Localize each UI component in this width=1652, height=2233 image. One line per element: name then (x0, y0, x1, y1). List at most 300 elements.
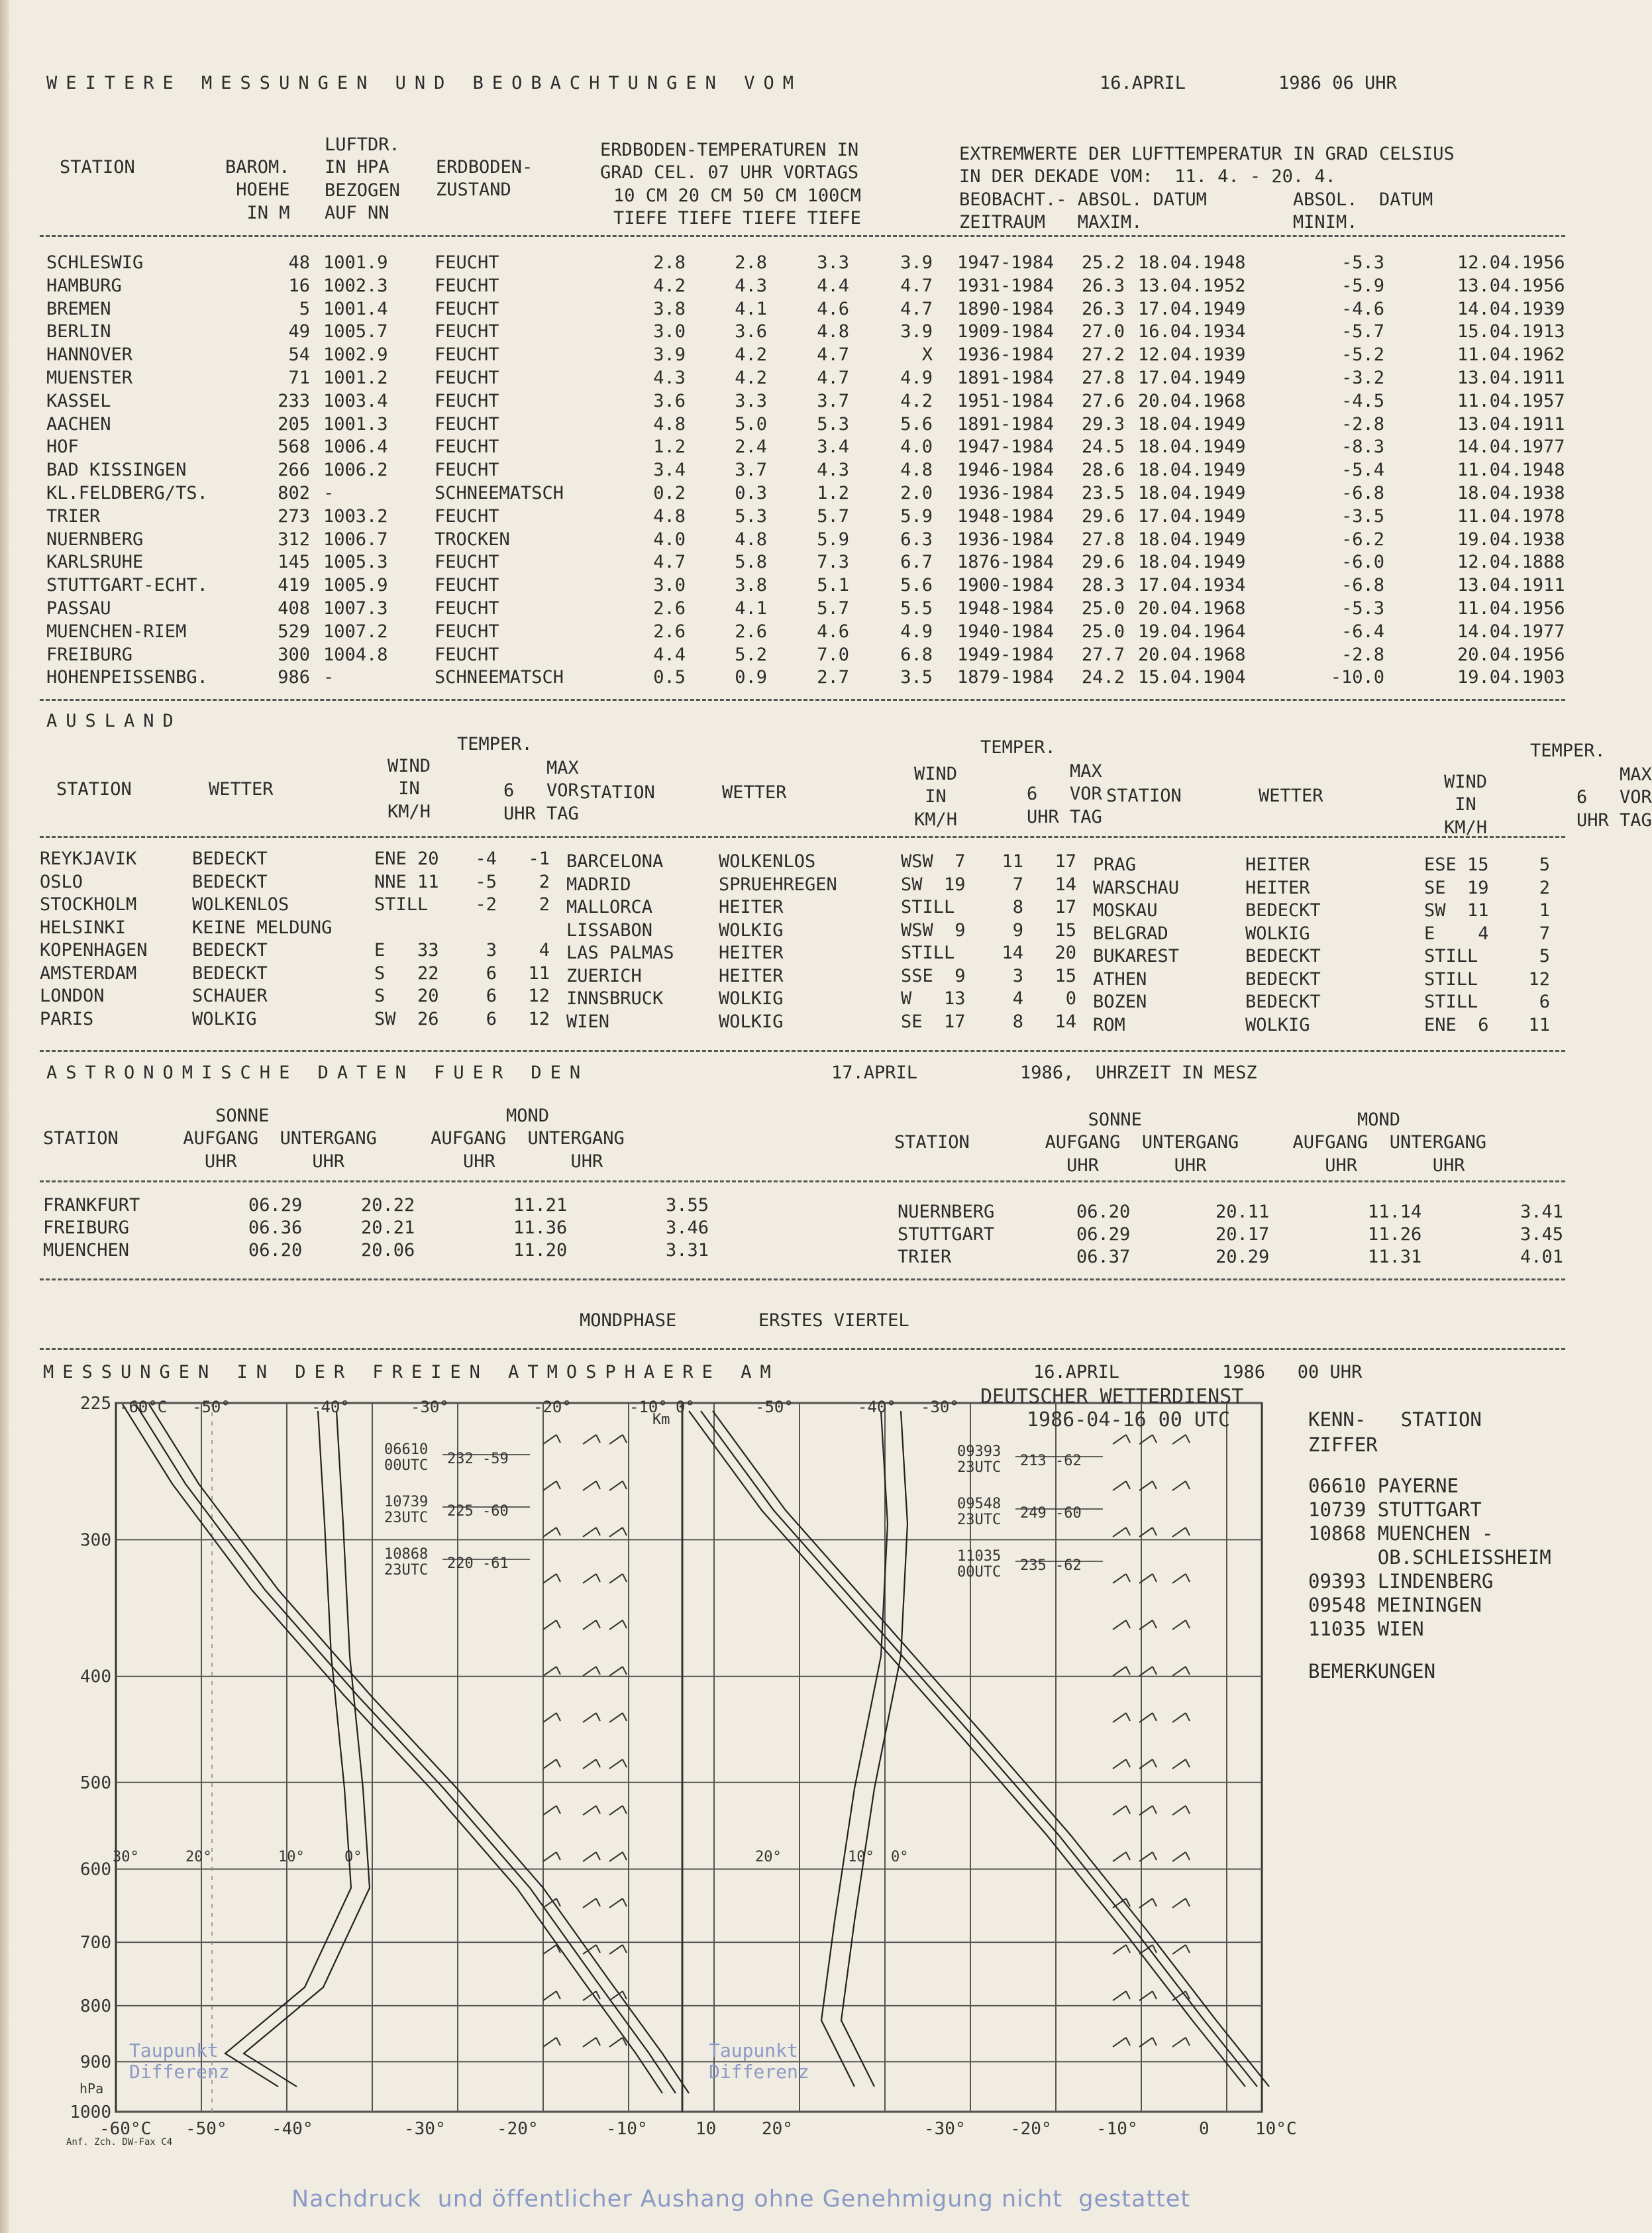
wind-barb (596, 1713, 600, 1721)
ausland-cell: LAS PALMAS (566, 943, 674, 963)
temp-axis-top-label: -60°C (119, 1398, 168, 1416)
astro-right-cell: STUTTGART (898, 1224, 995, 1245)
germany-station: AACHEN (46, 413, 111, 435)
germany-max-date: 20.04.1968 (1138, 644, 1246, 665)
germany-barom-height: 233 (278, 390, 310, 411)
ausland-cell: 6 (1539, 992, 1550, 1012)
ausland-cell: SPRUEHREGEN (719, 874, 837, 895)
wind-barb (1153, 1898, 1157, 1906)
germany-abs-min: -6.8 (1341, 575, 1384, 596)
wind-barb (1126, 1528, 1130, 1535)
ausland-cell: 3 (486, 940, 497, 961)
germany-soil-50cm: 4.7 (817, 368, 849, 388)
germany-soil-state: FEUCHT (435, 275, 499, 296)
germany-abs-max: 27.8 (1081, 529, 1125, 550)
ausland-wetter-header: WETTER (209, 779, 274, 800)
germany-abs-min: -5.2 (1341, 344, 1384, 366)
wind-barb (1172, 1620, 1186, 1630)
astro-left-cell: 3.31 (666, 1240, 709, 1261)
ausland-cell: 8 (1012, 1011, 1023, 1032)
germany-soil-50cm: 1.2 (817, 483, 849, 503)
germany-soil-20cm: 4.1 (735, 598, 767, 619)
wind-barb (1172, 1945, 1186, 1954)
taupunkt-label: Differenz (709, 2061, 809, 2083)
dewpoint-diff-label: 20° (755, 1849, 782, 1865)
germany-station: BREMEN (46, 298, 111, 319)
germany-soil-50cm: 4.7 (817, 344, 849, 366)
pressure-label: 900 (80, 2052, 111, 2073)
wind-barb (1153, 1667, 1157, 1675)
atmo-date: 16.APRIL (1033, 1362, 1120, 1382)
ausland-cell: 12 (528, 986, 550, 1006)
germany-max-date: 18.04.1949 (1138, 413, 1246, 435)
germany-soil-50cm: 7.3 (817, 552, 849, 573)
germany-min-date: 20.04.1956 (1457, 644, 1565, 665)
astro-left-cell: 20.22 (361, 1195, 415, 1216)
wind-barb (543, 1667, 556, 1676)
germany-station: HOF (46, 437, 79, 458)
ausland-cell: 4 (1012, 988, 1023, 1009)
germany-station: TRIER (46, 505, 101, 527)
hpa-label: hPa (79, 2081, 104, 2097)
temp-axis-bottom-label: 20° (762, 2119, 793, 2139)
taupunkt-label: Taupunkt (129, 2040, 219, 2061)
germany-soil-20cm: 4.8 (735, 529, 767, 550)
germany-soil-state: FEUCHT (435, 252, 499, 273)
col-luftdr-header: LUFTDR. IN HPA BEZOGEN AUF NN (325, 134, 400, 223)
wind-barb (623, 1713, 627, 1721)
ausland-cell: SSE 9 (901, 965, 966, 986)
ausland-cell: WOLKIG (719, 919, 784, 941)
dewpoint-diff-label: 30° (113, 1849, 139, 1865)
wind-barb (1153, 1574, 1157, 1582)
germany-pressure: 1007.2 (323, 621, 388, 642)
col-station-header: STATION (60, 157, 135, 178)
ausland-cell: 11 (528, 962, 550, 984)
germany-max-date: 13.04.1952 (1138, 275, 1246, 296)
germany-pressure: 1005.7 (323, 321, 388, 342)
wind-barb (609, 2038, 623, 2047)
germany-abs-max: 25.0 (1081, 621, 1125, 642)
astro-header-left: SONNE MOND STATION AUFGANG UNTERGANG AUFGANG UNTERGANG UHR UHR UHR UHR (43, 1106, 625, 1172)
ausland-cell: KOPENHAGEN (40, 940, 148, 961)
germany-station: KL.FELDBERG/TS. (46, 483, 208, 503)
germany-barom-height: 205 (278, 413, 310, 435)
germany-soil-100cm: 6.8 (900, 644, 933, 665)
wind-barb (543, 1759, 556, 1769)
ausland-cell: WOLKENLOS (192, 894, 289, 915)
germany-station: HAMBURG (46, 275, 122, 296)
col-extrem-cols: BEOBACHT.- ABSOL. DATUM ABSOL. DATUM ZEITRAUM MAXIM. MINIM. (959, 189, 1433, 233)
ausland-temp-subheader: MAX 6 VOR UHR TAG (1027, 761, 1102, 827)
germany-period: 1879-1984 (957, 667, 1055, 688)
wind-barb (543, 1528, 556, 1537)
wind-barb (609, 1852, 623, 1861)
temp-axis-top-label: -30° (921, 1398, 959, 1416)
temp-axis-bottom-label: -50° (185, 2119, 227, 2139)
germany-station: BAD KISSINGEN (46, 460, 187, 481)
ausland-cell: -1 (528, 849, 550, 869)
germany-soil-10cm: 4.4 (653, 644, 686, 665)
ausland-wetter-header: WETTER (1259, 786, 1323, 806)
ausland-cell: STILL (901, 943, 955, 963)
wind-barb (623, 1574, 627, 1582)
wind-barb (583, 1481, 596, 1490)
temp-axis-top-label: 0° (676, 1398, 695, 1416)
germany-station: FREIBURG (46, 644, 133, 665)
ausland-cell: INNSBRUCK (566, 988, 664, 1009)
germany-soil-50cm: 3.4 (817, 437, 849, 458)
germany-abs-max: 29.3 (1081, 413, 1125, 435)
astro-right-cell: 11.26 (1368, 1224, 1422, 1245)
wind-barb (583, 1713, 596, 1722)
germany-period: 1947-1984 (957, 252, 1055, 273)
dewpoint-diff-label: 10° (278, 1849, 305, 1865)
footer-notice: Nachdruck und öffentlicher Aushang ohne Genehmigung nicht gestattet (291, 2186, 1191, 2212)
ausland-cell: 2 (1539, 877, 1550, 898)
wind-barb (556, 1574, 560, 1582)
astro-right-cell: 06.20 (1076, 1202, 1131, 1222)
astro-right-cell: 06.29 (1076, 1224, 1131, 1245)
germany-max-date: 18.04.1949 (1138, 552, 1246, 573)
germany-soil-state: FEUCHT (435, 321, 499, 342)
taupunkt-label: Differenz (129, 2061, 230, 2083)
ausland-temp-subheader: MAX 6 VOR UHR TAG (503, 758, 579, 824)
temp-axis-top-label: -40° (311, 1398, 350, 1416)
wind-barb (543, 1945, 556, 1954)
wind-barb (623, 1991, 627, 1999)
germany-soil-state: FEUCHT (435, 460, 499, 481)
ausland-cell: ESE 15 (1424, 855, 1489, 875)
germany-max-date: 16.04.1934 (1138, 321, 1246, 342)
ausland-cell: E 4 (1424, 923, 1489, 944)
station-box-time: 23UTC (384, 1562, 429, 1579)
km-label: Km (652, 1412, 670, 1428)
germany-soil-10cm: 2.6 (653, 621, 686, 642)
germany-max-date: 17.04.1934 (1138, 575, 1246, 596)
germany-soil-50cm: 5.7 (817, 598, 849, 619)
station-box-value: 225 -60 (447, 1503, 509, 1520)
astro-right-cell: TRIER (898, 1247, 952, 1267)
germany-soil-50cm: 5.3 (817, 413, 849, 435)
ausland-cell: HEITER (1245, 877, 1310, 898)
wind-barb (1113, 1806, 1126, 1815)
temp-axis-top-label: -40° (858, 1398, 896, 1416)
ausland-cell: AMSTERDAM (40, 962, 137, 984)
wind-barb (1113, 1945, 1126, 1954)
wind-barb (556, 1620, 560, 1628)
wind-barb (623, 1806, 627, 1814)
legend-station-item: 10868 MUENCHEN - (1308, 1522, 1494, 1545)
germany-station: NUERNBERG (46, 529, 144, 550)
ausland-cell: WOLKIG (719, 1011, 784, 1032)
temp-axis-bottom-label: 0 (1199, 2119, 1210, 2139)
ausland-cell: 5 (1539, 855, 1550, 875)
germany-soil-20cm: 5.0 (735, 413, 767, 435)
wind-barb (609, 1528, 623, 1537)
germany-pressure: 1002.9 (323, 344, 388, 366)
ausland-cell: 2 (539, 871, 550, 892)
report-title: WEITERE MESSUNGEN UND BEOBACHTUNGEN VOM (46, 73, 802, 93)
germany-soil-state: FEUCHT (435, 390, 499, 411)
wind-barb (1172, 1574, 1186, 1583)
wind-barb (596, 1991, 600, 1999)
wind-barb (1126, 1481, 1130, 1489)
germany-pressure: 1006.2 (323, 460, 388, 481)
wind-barb (1172, 1806, 1186, 1815)
dewpoint-curve-right (821, 1411, 888, 2087)
astro-year: 1986, UHRZEIT IN MESZ (1020, 1063, 1257, 1083)
germany-barom-height: 312 (278, 529, 310, 550)
germany-min-date: 12.04.1888 (1457, 552, 1565, 573)
wind-barb (623, 1667, 627, 1675)
germany-barom-height: 266 (278, 460, 310, 481)
astro-left-cell: 06.36 (248, 1218, 303, 1238)
ausland-cell: SW 11 (1424, 900, 1489, 921)
wind-barb (556, 1667, 560, 1675)
germany-soil-100cm: 4.7 (900, 298, 933, 319)
germany-max-date: 18.04.1949 (1138, 460, 1246, 481)
ausland-cell: HEITER (719, 943, 784, 963)
wind-barb (583, 1806, 596, 1815)
germany-soil-100cm: 3.9 (900, 252, 933, 273)
station-box-value: 249 -60 (1020, 1505, 1082, 1522)
germany-pressure: 1003.4 (323, 390, 388, 411)
germany-soil-100cm: 5.6 (900, 413, 933, 435)
wind-barb (1186, 1945, 1190, 1953)
germany-max-date: 12.04.1939 (1138, 344, 1246, 366)
germany-soil-20cm: 2.8 (735, 252, 767, 273)
germany-period: 1940-1984 (957, 621, 1055, 642)
germany-min-date: 14.04.1939 (1457, 298, 1565, 319)
astro-title: ASTRONOMISCHE DATEN FUER DEN (46, 1063, 590, 1083)
germany-pressure: 1006.4 (323, 437, 388, 458)
station-box-time: 00UTC (384, 1457, 429, 1474)
wind-barb (1113, 1852, 1126, 1861)
wind-barb (556, 1481, 560, 1489)
germany-soil-10cm: 2.6 (653, 598, 686, 619)
ausland-cell: STILL (374, 894, 429, 915)
ausland-cell: STOCKHOLM (40, 894, 137, 915)
germany-period: 1936-1984 (957, 344, 1055, 366)
chart-curves (123, 1404, 1269, 2093)
germany-station: SCHLESWIG (46, 252, 144, 273)
germany-abs-min: -6.8 (1341, 483, 1384, 503)
ausland-cell: BEDECKT (1245, 968, 1321, 990)
germany-soil-10cm: 4.3 (653, 368, 686, 388)
ausland-cell: KEINE MELDUNG (192, 917, 333, 938)
atmo-time: 1986 00 UHR (1222, 1362, 1363, 1382)
germany-soil-10cm: 2.8 (653, 252, 686, 273)
germany-min-date: 14.04.1977 (1457, 437, 1565, 458)
germany-period: 1891-1984 (957, 368, 1055, 388)
germany-abs-max: 25.2 (1081, 252, 1125, 273)
station-box-id: 10868 (384, 1546, 429, 1563)
wind-barb (596, 1481, 600, 1489)
ausland-cell: PARIS (40, 1008, 94, 1029)
wind-barb (596, 2038, 600, 2046)
germany-abs-min: -6.0 (1341, 552, 1384, 573)
germany-period: 1900-1984 (957, 575, 1055, 596)
germany-abs-min: -3.5 (1341, 505, 1384, 527)
astro-right-cell: 4.01 (1520, 1247, 1564, 1267)
germany-barom-height: 145 (278, 552, 310, 573)
germany-soil-20cm: 0.3 (735, 483, 767, 503)
ausland-cell: 11 (1528, 1014, 1550, 1035)
ausland-cell: MADRID (566, 874, 631, 895)
astro-right-cell: 20.17 (1215, 1224, 1270, 1245)
germany-soil-20cm: 4.2 (735, 344, 767, 366)
germany-period: 1876-1984 (957, 552, 1055, 573)
ausland-cell: 2 (539, 894, 550, 915)
astro-left-cell: FREIBURG (43, 1218, 130, 1238)
germany-min-date: 15.04.1913 (1457, 321, 1565, 342)
germany-station: KASSEL (46, 390, 111, 411)
ausland-station-header: STATION (1106, 786, 1182, 806)
wind-barb (556, 1759, 560, 1767)
germany-barom-height: 802 (278, 483, 310, 503)
germany-period: 1947-1984 (957, 437, 1055, 458)
station-legend-header: KENN- STATION ZIFFER (1308, 1408, 1482, 1456)
dewpoint-curve-left (244, 1411, 370, 2087)
germany-min-date: 13.04.1911 (1457, 368, 1565, 388)
germany-soil-state: FEUCHT (435, 621, 499, 642)
ausland-cell: OSLO (40, 871, 83, 892)
germany-soil-state: FEUCHT (435, 552, 499, 573)
astro-right-cell: 20.29 (1215, 1247, 1270, 1267)
ausland-cell: -2 (475, 894, 497, 915)
ausland-cell: 15 (1055, 965, 1076, 986)
wind-barb (1186, 2038, 1190, 2046)
ausland-cell: S 22 (374, 962, 439, 984)
wind-barb (596, 1852, 600, 1860)
germany-soil-100cm: 4.7 (900, 275, 933, 296)
ausland-cell: 9 (1012, 919, 1023, 941)
germany-abs-min: -4.5 (1341, 390, 1384, 411)
germany-abs-max: 23.5 (1081, 483, 1125, 503)
ausland-temper-header: TEMPER. (1530, 741, 1606, 761)
germany-soil-50cm: 3.3 (817, 252, 849, 273)
astro-right-cell: 11.14 (1368, 1202, 1422, 1222)
col-ebtemp-cols: 10 CM 20 CM 50 CM 100CM TIEFE TIEFE TIEFE TIEFE (613, 185, 861, 229)
station-box-id: 10739 (384, 1494, 429, 1510)
germany-soil-20cm: 5.2 (735, 644, 767, 665)
wind-barb (1186, 1713, 1190, 1721)
germany-soil-10cm: 3.6 (653, 390, 686, 411)
wind-barb (1172, 2038, 1186, 2047)
wind-barb (1186, 1574, 1190, 1582)
wind-barb (623, 1620, 627, 1628)
germany-barom-height: 408 (278, 598, 310, 619)
germany-soil-20cm: 3.3 (735, 390, 767, 411)
wind-barb (1186, 1667, 1190, 1675)
germany-soil-20cm: 4.3 (735, 275, 767, 296)
wind-barb (623, 1759, 627, 1767)
wind-barb (543, 1806, 556, 1815)
germany-period: 1948-1984 (957, 598, 1055, 619)
germany-barom-height: 54 (288, 344, 310, 366)
pressure-label: 600 (80, 1859, 111, 1880)
ausland-cell: HELSINKI (40, 917, 127, 938)
germany-period: 1936-1984 (957, 483, 1055, 503)
ausland-cell: 6 (486, 1008, 497, 1029)
wind-barb (556, 1852, 560, 1860)
wind-barb (556, 1713, 560, 1721)
germany-station: HANNOVER (46, 344, 133, 366)
ausland-cell: BEDECKT (192, 940, 268, 961)
germany-abs-max: 27.7 (1081, 644, 1125, 665)
wind-barb (1113, 2038, 1126, 2047)
pressure-label: 300 (80, 1530, 111, 1551)
ausland-temp-subheader: MAX 6 VOR UHR TAG (1576, 764, 1652, 831)
germany-soil-50cm: 7.0 (817, 644, 849, 665)
wind-barb (1126, 1667, 1130, 1675)
germany-max-date: 18.04.1949 (1138, 483, 1246, 503)
station-box-time: 23UTC (384, 1510, 429, 1526)
wind-barb (1113, 1667, 1126, 1676)
wind-barb (583, 1759, 596, 1769)
astro-left-cell: 06.29 (248, 1195, 303, 1216)
germany-barom-height: 986 (278, 667, 310, 688)
temp-axis-bottom-label: -30° (404, 2119, 446, 2139)
germany-abs-max: 27.8 (1081, 368, 1125, 388)
germany-soil-50cm: 2.7 (817, 667, 849, 688)
germany-soil-100cm: 4.0 (900, 437, 933, 458)
wind-barb (1186, 1481, 1190, 1489)
germany-soil-state: FEUCHT (435, 368, 499, 388)
germany-soil-100cm: 2.0 (900, 483, 933, 503)
wind-barb (609, 1759, 623, 1769)
ausland-cell: WOLKENLOS (719, 851, 816, 872)
ausland-temper-header: TEMPER. (980, 737, 1056, 758)
wind-barb (1172, 1481, 1186, 1490)
germany-soil-state: FEUCHT (435, 644, 499, 665)
mondphase-label: MONDPHASE (580, 1310, 677, 1331)
germany-barom-height: 529 (278, 621, 310, 642)
wind-barb (556, 1991, 560, 1999)
wind-barb (596, 1667, 600, 1675)
wind-barb (1186, 1620, 1190, 1628)
temp-axis-top-label: -20° (533, 1398, 572, 1416)
dewpoint-curve-right (841, 1411, 907, 2087)
germany-pressure: 1006.7 (323, 529, 388, 550)
astro-left-cell: 06.20 (248, 1240, 303, 1261)
dewpoint-diff-label: 20° (185, 1849, 212, 1865)
germany-soil-10cm: 4.7 (653, 552, 686, 573)
germany-soil-10cm: 3.0 (653, 575, 686, 596)
germany-pressure: 1001.3 (323, 413, 388, 435)
germany-min-date: 12.04.1956 (1457, 252, 1565, 273)
astro-right-cell: NUERNBERG (898, 1202, 995, 1222)
pressure-label: 800 (80, 1996, 111, 2016)
germany-soil-100cm: 6.7 (900, 552, 933, 573)
ausland-cell: BEDECKT (1245, 946, 1321, 966)
germany-soil-50cm: 4.8 (817, 321, 849, 342)
wind-barb (1186, 1806, 1190, 1814)
ausland-cell: BEDECKT (1245, 900, 1321, 921)
germany-soil-100cm: 4.2 (900, 390, 933, 411)
wind-barb (1186, 1528, 1190, 1535)
wind-barb (596, 1574, 600, 1582)
germany-soil-state: TROCKEN (435, 529, 510, 550)
germany-soil-100cm: 4.9 (900, 368, 933, 388)
germany-soil-10cm: 3.4 (653, 460, 686, 481)
ausland-cell: PRAG (1093, 855, 1137, 875)
germany-soil-state: FEUCHT (435, 413, 499, 435)
station-box-value: 220 -61 (447, 1555, 509, 1572)
astro-date: 17.APRIL (831, 1063, 918, 1083)
ausland-cell: 14 (1055, 874, 1076, 895)
